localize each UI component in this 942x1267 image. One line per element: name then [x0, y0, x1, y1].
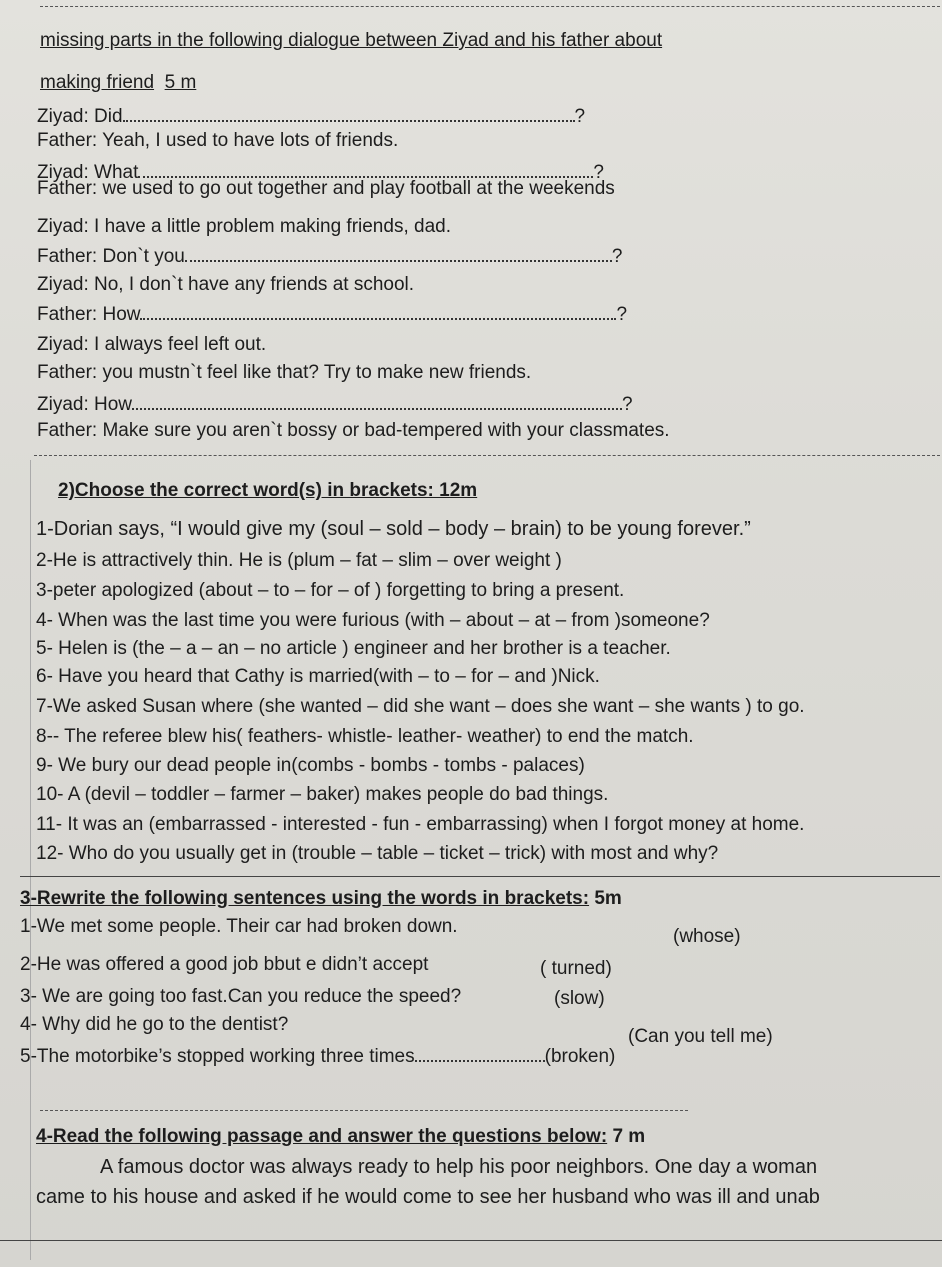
dialogue-line-4: Father: we used to go out together and play football at the weekends [37, 178, 615, 199]
question-mark: ? [616, 304, 628, 325]
section1-header-topic: making friend [40, 72, 155, 93]
question-item: 11- It was an (embarrassed - interested - fun - embarrassing) when I forgot money at home. [36, 814, 805, 835]
rewrite-text: 5-The motorbike’s stopped working three times [20, 1046, 415, 1067]
passage-line-1: A famous doctor was always ready to help his poor neighbors. One day a woman [100, 1156, 818, 1178]
dialogue-line-7: Ziyad: No, I don`t have any friends at school. [37, 274, 415, 295]
dialogue-line-12: Father: Make sure you aren`t bossy or bad-tempered with your classmates. [37, 420, 670, 441]
section2-title: 2)Choose the correct word(s) in brackets: 12m [58, 480, 478, 501]
dialogue-line-1 [37, 106, 585, 128]
dialogue-line-10: Father: you mustn`t feel like that? Try to make new friends. [37, 362, 532, 383]
section3-heading [20, 888, 622, 910]
dialogue-line-8 [37, 304, 627, 326]
section1-header-line2 [40, 72, 196, 94]
section4-marks: 7 m [612, 1126, 646, 1147]
dialogue-text: Ziyad: What [37, 162, 139, 183]
question-mark: ? [593, 162, 604, 183]
question-mark: ? [574, 106, 586, 127]
question-mark: ? [622, 394, 633, 415]
question-item: 3-peter apologized (about – to – for – of ) forgetting to bring a present. [36, 580, 625, 601]
rewrite-hint-3: (slow) [554, 988, 605, 1009]
margin-line [30, 460, 31, 1260]
answer-blank[interactable] [415, 1046, 545, 1062]
question-item: 7-We asked Susan where (she wanted – did she want – does she want – she wants ) to go. [36, 696, 805, 717]
rewrite-item-4: 4- Why did he go to the dentist? [20, 1014, 289, 1035]
answer-blank[interactable] [138, 162, 593, 178]
section4-heading [36, 1126, 645, 1148]
rewrite-item-2: 2-He was offered a good job bbut e didn’t accept [20, 954, 429, 975]
section-divider [20, 876, 940, 877]
dialogue-line-6 [37, 246, 622, 268]
answer-blank[interactable] [185, 246, 612, 262]
question-item: 8-- The referee blew his( feathers- whistle- leather- weather) to end the match. [36, 726, 694, 747]
rewrite-item-3: 3- We are going too fast.Can you reduce the speed? [20, 986, 462, 1007]
bottom-divider [0, 1240, 942, 1241]
dialogue-text: Father: Don`t you [37, 246, 185, 267]
question-item: 5- Helen is (the – a – an – no article ) engineer and her brother is a teacher. [36, 638, 671, 659]
section1-header-line1: missing parts in the following dialogue between Ziyad and his father about [40, 30, 663, 51]
rewrite-hint-4: (Can you tell me) [628, 1026, 773, 1047]
question-item: 10- A (devil – toddler – farmer – baker) makes people do bad things. [36, 784, 609, 805]
dialogue-text: Father: How [37, 304, 141, 325]
rewrite-hint-1: (whose) [673, 926, 741, 947]
passage-line-2: came to his house and asked if he would come to see her husband who was ill and unab [36, 1186, 820, 1208]
section-divider [34, 455, 940, 456]
section3-marks: 5m [594, 888, 622, 909]
section4-title: 4-Read the following passage and answer the questions below: [36, 1126, 608, 1147]
dialogue-text: Ziyad: Did [37, 106, 123, 127]
rewrite-hint-2: ( turned) [540, 958, 612, 979]
question-mark: ? [611, 246, 623, 267]
answer-blank[interactable] [123, 106, 575, 122]
question-item: 6- Have you heard that Cathy is married(with – to – for – and )Nick. [36, 666, 600, 687]
question-item: 2-He is attractively thin. He is (plum – fat – slim – over weight ) [36, 550, 562, 571]
section-divider [40, 1110, 688, 1111]
rewrite-hint: (broken) [544, 1046, 616, 1067]
dialogue-line-11 [37, 394, 633, 416]
question-item: 12- Who do you usually get in (trouble – table – ticket – trick) with most and why? [36, 843, 719, 864]
question-item: 9- We bury our dead people in(combs - bombs - tombs - palaces) [36, 755, 585, 776]
dialogue-line-9: Ziyad: I always feel left out. [37, 334, 267, 355]
section1-marks: 5 m [164, 72, 197, 93]
section3-title: 3-Rewrite the following sentences using the words in brackets: [20, 888, 590, 909]
rewrite-item-1: 1-We met some people. Their car had broken down. [20, 916, 458, 937]
dialogue-line-5: Ziyad: I have a little problem making friends, dad. [37, 216, 451, 237]
question-item: 1-Dorian says, “I would give my (soul – sold – body – brain) to be young forever.” [36, 518, 751, 540]
rewrite-item-5 [20, 1046, 615, 1068]
answer-blank[interactable] [140, 304, 616, 320]
top-divider [40, 6, 940, 7]
answer-blank[interactable] [132, 394, 622, 410]
dialogue-text: Ziyad: How [37, 394, 133, 415]
question-item: 4- When was the last time you were furious (with – about – at – from )someone? [36, 610, 710, 631]
dialogue-line-2: Father: Yeah, I used to have lots of friends. [37, 130, 399, 151]
